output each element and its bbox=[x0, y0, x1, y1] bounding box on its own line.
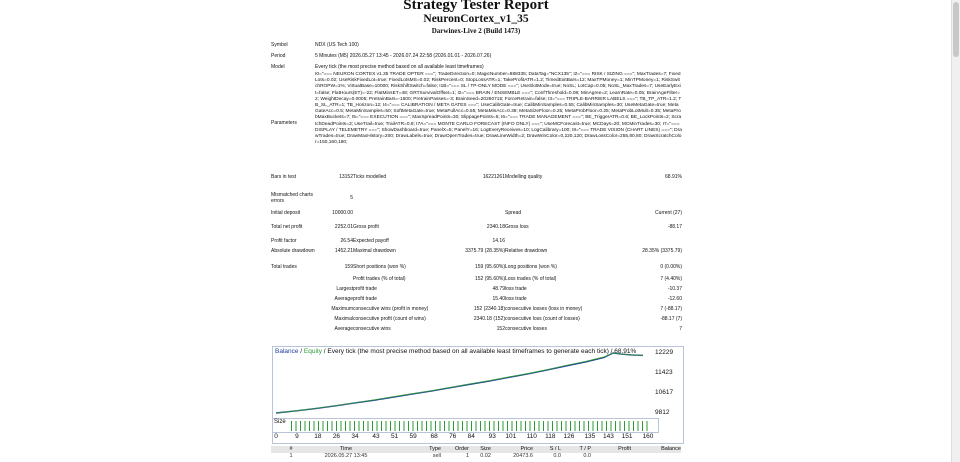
size-bar bbox=[350, 421, 351, 431]
y-tick-label: 12229 bbox=[655, 349, 674, 356]
size-bar bbox=[624, 421, 625, 431]
size-bar bbox=[309, 421, 310, 431]
maximal-consec-loss-value: -88.17 (7) bbox=[660, 316, 682, 322]
model-value: Every tick (the most precise method based on all available least timeframes) bbox=[315, 64, 484, 70]
column-header: # bbox=[289, 446, 293, 452]
size-bar bbox=[363, 421, 364, 431]
mismatch-value: 5 bbox=[350, 194, 353, 201]
absolute-dd-label: Absolute drawdown bbox=[271, 248, 315, 254]
table-row bbox=[271, 453, 681, 460]
column-header: Balance bbox=[661, 446, 681, 452]
net-profit-label: Total net profit bbox=[271, 224, 303, 230]
size-chart bbox=[272, 418, 659, 433]
long-pos-label: Long positions (won %) bbox=[505, 264, 557, 270]
avg-consec-losses-label: consecutive losses bbox=[505, 326, 547, 332]
column-header: Time bbox=[339, 446, 353, 452]
size-bar bbox=[381, 421, 382, 431]
size-bar bbox=[476, 421, 477, 431]
maximal-consec-loss-label: consecutive loss (count of losses) bbox=[505, 316, 580, 322]
gross-loss-label: Gross loss bbox=[505, 224, 529, 230]
size-bar bbox=[606, 421, 607, 431]
profit-factor-label: Profit factor bbox=[271, 238, 297, 244]
size-bar bbox=[305, 421, 306, 431]
x-tick-label: 118 bbox=[545, 433, 556, 440]
size-bar bbox=[611, 421, 612, 431]
chart-title-rest: / Every tick (the most precise method based on all available least timeframes to generate each tick) / 68.91% bbox=[322, 348, 637, 355]
size-bar bbox=[539, 421, 540, 431]
maximal-dd-label: Maximal drawdown bbox=[353, 248, 396, 254]
size-bar bbox=[507, 421, 508, 431]
x-tick-label: 0 bbox=[274, 433, 278, 440]
size-bar bbox=[588, 421, 589, 431]
gross-profit-value: 2340.18 bbox=[486, 224, 505, 230]
deposit-value: 10000.00 bbox=[332, 210, 353, 216]
size-bar bbox=[426, 421, 427, 431]
symbol-value: NDX (US Tech 100) bbox=[315, 42, 359, 48]
largest-profit-label: profit trade bbox=[353, 286, 377, 292]
avg-consec-losses-value: 7 bbox=[679, 326, 682, 332]
chart-title-equity: Equity bbox=[303, 348, 322, 355]
maximal-dd-value: 3375.79 (28.35%) bbox=[465, 248, 505, 254]
size-bar bbox=[318, 421, 319, 431]
table-cell: 0.02 bbox=[480, 453, 491, 459]
x-tick-label: 143 bbox=[603, 433, 614, 440]
size-bar bbox=[615, 421, 616, 431]
size-bar bbox=[291, 421, 292, 431]
average-profit-label: profit trade bbox=[353, 296, 377, 302]
size-bar bbox=[566, 421, 567, 431]
max-consec-losses-value: 7 (-88.17) bbox=[660, 306, 682, 312]
size-bar bbox=[327, 421, 328, 431]
size-bar bbox=[521, 421, 522, 431]
symbol-label: Symbol bbox=[271, 42, 288, 48]
size-bar bbox=[530, 421, 531, 431]
spread-value: Current (27) bbox=[655, 210, 682, 216]
size-bar bbox=[336, 421, 337, 431]
size-bar bbox=[579, 421, 580, 431]
max-consec-wins-label: consecutive wins (profit in money) bbox=[353, 306, 429, 312]
size-bar bbox=[602, 421, 603, 431]
size-bar bbox=[341, 421, 342, 431]
profit-trades-label: Profit trades (% of total) bbox=[353, 276, 406, 282]
average2-label: Average bbox=[334, 326, 353, 332]
size-bar bbox=[480, 421, 481, 431]
short-pos-value: 159 (95.60%) bbox=[474, 264, 505, 270]
y-tick-label: 9812 bbox=[655, 409, 670, 416]
x-tick-label: 76 bbox=[449, 433, 457, 440]
x-tick-label: 43 bbox=[372, 433, 380, 440]
column-header: Profit bbox=[618, 446, 631, 452]
size-bar bbox=[323, 421, 324, 431]
size-bar bbox=[638, 421, 639, 431]
table-cell: 0.0 bbox=[553, 453, 561, 459]
period-value: 5 Minutes (M5) 2026.05.27 13:45 - 2026.07.24 22:58 (2026.01.01 - 2026.07.26) bbox=[315, 53, 492, 59]
size-bar bbox=[498, 421, 499, 431]
size-bar bbox=[377, 421, 378, 431]
table-cell: 1 bbox=[289, 453, 293, 459]
size-bar bbox=[422, 421, 423, 431]
x-tick-label: 59 bbox=[409, 433, 417, 440]
size-bar bbox=[399, 421, 400, 431]
size-bar bbox=[354, 421, 355, 431]
expected-payoff-value: 14.16 bbox=[492, 238, 505, 244]
size-bar bbox=[404, 421, 405, 431]
average-profit-value: 15.40 bbox=[492, 296, 505, 302]
size-bar bbox=[557, 421, 558, 431]
largest-label: Largest bbox=[336, 286, 353, 292]
size-bar bbox=[440, 421, 441, 431]
size-bar bbox=[647, 421, 648, 431]
size-bar bbox=[453, 421, 454, 431]
bars-value: 13152 bbox=[339, 174, 353, 180]
size-bar bbox=[525, 421, 526, 431]
size-bar bbox=[359, 421, 360, 431]
total-trades-value: 159 bbox=[344, 264, 353, 270]
balance-plot bbox=[273, 347, 683, 417]
x-tick-label: 26 bbox=[332, 433, 341, 440]
max-consec-wins-value: 152 (2340.18) bbox=[473, 306, 505, 312]
average-label: Average bbox=[334, 296, 353, 302]
table-cell bbox=[631, 453, 681, 460]
maximum-label: Maximum bbox=[331, 306, 353, 312]
size-bar bbox=[458, 421, 459, 431]
size-bar bbox=[629, 421, 630, 431]
size-bar bbox=[570, 421, 571, 431]
table-cell bbox=[591, 453, 631, 460]
size-label: Size bbox=[274, 419, 286, 425]
x-tick-label: 151 bbox=[621, 433, 633, 440]
x-tick-label: 135 bbox=[584, 433, 596, 440]
x-tick-label: 84 bbox=[467, 433, 475, 440]
summary-table bbox=[271, 42, 682, 336]
size-bar bbox=[512, 421, 513, 431]
period-label: Period bbox=[271, 53, 286, 59]
size-bar bbox=[372, 421, 373, 431]
size-bar bbox=[345, 421, 346, 431]
scrollbar-thumb[interactable] bbox=[953, 2, 959, 57]
parameters-label: Parameters bbox=[271, 120, 297, 126]
maximal-consec-profit-value: 2340.18 (152) bbox=[473, 316, 505, 322]
size-bar bbox=[449, 421, 450, 431]
size-bar bbox=[642, 421, 643, 431]
column-header: Order bbox=[454, 446, 469, 452]
y-tick-label: 10617 bbox=[655, 389, 674, 397]
average-loss-label: loss trade bbox=[505, 296, 527, 302]
short-pos-label: Short positions (won %) bbox=[353, 264, 406, 270]
long-pos-value: 0 (0.00%) bbox=[660, 264, 682, 270]
ticks-value: 16221261 bbox=[482, 174, 505, 180]
largest-loss-value: -10.37 bbox=[667, 286, 682, 292]
column-header: S / L bbox=[549, 446, 561, 452]
size-bar bbox=[413, 421, 414, 431]
largest-profit-value: 48.79 bbox=[492, 286, 505, 292]
table-cell: 2026.05.27 13:45 bbox=[324, 453, 368, 459]
expert-name: NeuronCortex_v1_35 bbox=[423, 13, 529, 25]
gross-profit-label: Gross profit bbox=[353, 224, 379, 230]
relative-dd-value: 28.35% (3375.79) bbox=[642, 248, 682, 254]
size-bar bbox=[489, 421, 490, 431]
column-header: T / P bbox=[579, 446, 591, 452]
net-profit-value: 2252.01 bbox=[334, 224, 353, 230]
vertical-scrollbar[interactable] bbox=[951, 0, 960, 462]
server-name: Darwinex-Live 2 (Build 1473) bbox=[431, 27, 521, 35]
x-tick-label: 101 bbox=[505, 433, 517, 440]
x-tick-label: 51 bbox=[390, 433, 399, 440]
ticks-label: Ticks modelled bbox=[353, 174, 387, 180]
size-bar bbox=[444, 421, 445, 431]
maximal-consec-profit-label: consecutive profit (count of wins) bbox=[353, 316, 426, 322]
size-bar bbox=[368, 421, 369, 431]
size-bar bbox=[503, 421, 504, 431]
x-tick-label: 34 bbox=[351, 433, 359, 440]
parameters-value: I0="=== NEURON CORTEX v1.35 TRADE OPTER ==="; TradeDirection=0; MagicNumber=888335; DataTag="NCX135"; I2="=== RISK / SIZING ==="; MaxTrades=7; FixedLots=0.02; UseRiskFixedLot=true; FixedLotsMS=0.02; RiskPercent=0; StopLossATR=1; TakeProfitATR=1.2; TimedExitBars=12; MaxTPMoney=1; MinTPMoney=1; RiskSwitchROPW=1%; VirtualBase=10000; RiskShiftSwitch=false; I1B="=== SL / TP-ONLY MODE ==="; UseSlotMode=true; NoSL; LotCap=0.05; NoSL_MaxTrades=7; UseEarlyExit=false; FlatHours(ET)=-22; FlatMinsET=48; GRTSurvivalOffset=1; I2="=== BRAIN / ENSEMBLE ==="; ConfThreshold=0.08; MinAgree=2; LearnRate=0.05; BrainAgeFilter=2; WeightDecay=0.0005; PretrainBars=-1500; PretrainPasses=-3; BrainSeed=20260715; ForceRetrain=false; I3="=== TRIPLE-BARRIER LABELS ==="; TB_TP_ATR=1.2; TB_SL_ATR=1; TB_Horizon=12; I4="=== CALIBRATION / META GATES ==="; UseCalibGate=true; CalibMinSamples=0.55; CalibMinSamples=30; UseMetaGate=true; MetaGateAcc=0.5; MetaMinSamples=50; SoftMetaGate=true; MetaFullAcc=0.55; MetaMinAcc=0.38; MetaSizeFloor=0.25; MetaProbFloor=0.25; MetaProbLotMult=0.35; MetaProbMaxBuckets=7; I5="=== EXECUTION ==="; MaxSpreadPoints=30; SlippagePoints=5; I6="=== TRADE MANAGEMENT ==="; BE_TriggerATR=0.6; BE_LockPoints=2; ScratchDeadPoints=3; UseTrail=true; TrailATR=0.8; I7A="=== MONTE CARLO FORECAST (INFO ONLY) ==="; UseMCForecast=true; MCDays=20; MCMinTrades=30; I7="=== DISPLAY / TELEMETRY ==="; ShowDashboard=true; PanelX=5; PanelY=16; LogEveryReceives=10; LogCalibrary=100; I8="=== TRADE VISION (CHART LINES) ==="; DrawTrades=true; DrawMaxHistory=200; DrawLabels=true; DrawOpenTrades=true; DrawLineWidth=2; DrawWinColor=0,220,120; DrawLossColor=255,80,80; DrawScratchColor=150,160,180; bbox=[315, 72, 682, 146]
x-tick-label: 110 bbox=[526, 433, 537, 440]
size-bar bbox=[332, 421, 333, 431]
x-tick-label: 93 bbox=[488, 433, 496, 440]
column-header: Price bbox=[520, 446, 533, 452]
maximal-label: Maximal bbox=[334, 316, 353, 322]
profit-factor-value: 26.54 bbox=[340, 238, 353, 244]
model-label: Model bbox=[271, 64, 285, 70]
mismatch-label: Mismatched charts errors bbox=[271, 191, 313, 204]
y-tick-label: 11423 bbox=[655, 369, 673, 376]
trades-table bbox=[271, 446, 681, 462]
report-title: Strategy Tester Report bbox=[403, 0, 549, 13]
column-header: Type bbox=[429, 446, 441, 452]
size-bar bbox=[408, 421, 409, 431]
avg-consec-wins-value: 152 bbox=[496, 326, 505, 332]
size-bar bbox=[548, 421, 549, 431]
size-bar bbox=[390, 421, 391, 431]
table-cell: sell bbox=[432, 453, 441, 459]
largest-loss-label: loss trade bbox=[505, 286, 527, 292]
loss-trades-value: 7 (4.40%) bbox=[660, 276, 682, 282]
size-bar bbox=[593, 421, 594, 431]
trades-header bbox=[271, 446, 681, 453]
bars-label: Bars in test bbox=[271, 174, 297, 180]
summary-section bbox=[271, 42, 682, 336]
max-consec-losses-label: consecutive losses (loss in money) bbox=[505, 306, 583, 312]
x-axis bbox=[272, 433, 692, 443]
avg-consec-wins-label: consecutive wins bbox=[353, 326, 391, 332]
size-bars bbox=[273, 419, 658, 432]
x-tick-label: 126 bbox=[563, 433, 575, 440]
size-bar bbox=[314, 421, 315, 431]
table-cell: 0.0 bbox=[583, 453, 591, 459]
loss-trades-label: Loss trades (% of total) bbox=[505, 276, 557, 282]
size-bar bbox=[296, 421, 297, 431]
size-bar bbox=[561, 421, 562, 431]
table-cell: 1 bbox=[465, 453, 469, 459]
deposit-label: Initial deposit bbox=[271, 210, 301, 216]
quality-value: 68.91% bbox=[665, 174, 682, 180]
chart-title-separator: / bbox=[298, 348, 304, 355]
size-bar bbox=[633, 421, 634, 431]
x-tick-label: 18 bbox=[314, 433, 322, 440]
size-bar bbox=[485, 421, 486, 431]
expected-payoff-label: Expected payoff bbox=[353, 238, 389, 244]
x-tick-label: 68 bbox=[430, 433, 438, 440]
absolute-dd-value: 1452.21 bbox=[334, 248, 353, 254]
size-bar bbox=[597, 421, 598, 431]
profit-trades-value: 152 (95.60%) bbox=[474, 276, 505, 282]
size-bar bbox=[417, 421, 418, 431]
spread-label: Spread bbox=[505, 210, 522, 216]
total-trades-label: Total trades bbox=[271, 264, 297, 270]
size-bar bbox=[435, 421, 436, 431]
x-tick-label: 9 bbox=[295, 433, 299, 440]
size-bar bbox=[552, 421, 553, 431]
size-bar bbox=[395, 421, 396, 431]
size-bar bbox=[575, 421, 576, 431]
size-bar bbox=[494, 421, 495, 431]
size-bar bbox=[516, 421, 517, 431]
size-bar bbox=[431, 421, 432, 431]
table-cell: 20473.6 bbox=[513, 453, 533, 459]
size-bar bbox=[300, 421, 301, 431]
size-bar bbox=[584, 421, 585, 431]
average-loss-value: -12.60 bbox=[667, 296, 682, 302]
size-bar bbox=[467, 421, 468, 431]
gross-loss-value: -88.17 bbox=[667, 224, 682, 230]
column-header: Size bbox=[480, 446, 491, 452]
size-bar bbox=[471, 421, 472, 431]
series-line-balance bbox=[276, 353, 643, 413]
size-bar bbox=[386, 421, 387, 431]
chart-title-balance: Balance bbox=[275, 348, 299, 355]
size-bar bbox=[620, 421, 621, 431]
quality-label: Modelling quality bbox=[505, 174, 543, 180]
size-bar bbox=[534, 421, 535, 431]
x-tick-label: 160 bbox=[642, 433, 654, 440]
size-bar bbox=[462, 421, 463, 431]
size-bar bbox=[543, 421, 544, 431]
relative-dd-label: Relative drawdown bbox=[505, 248, 548, 254]
